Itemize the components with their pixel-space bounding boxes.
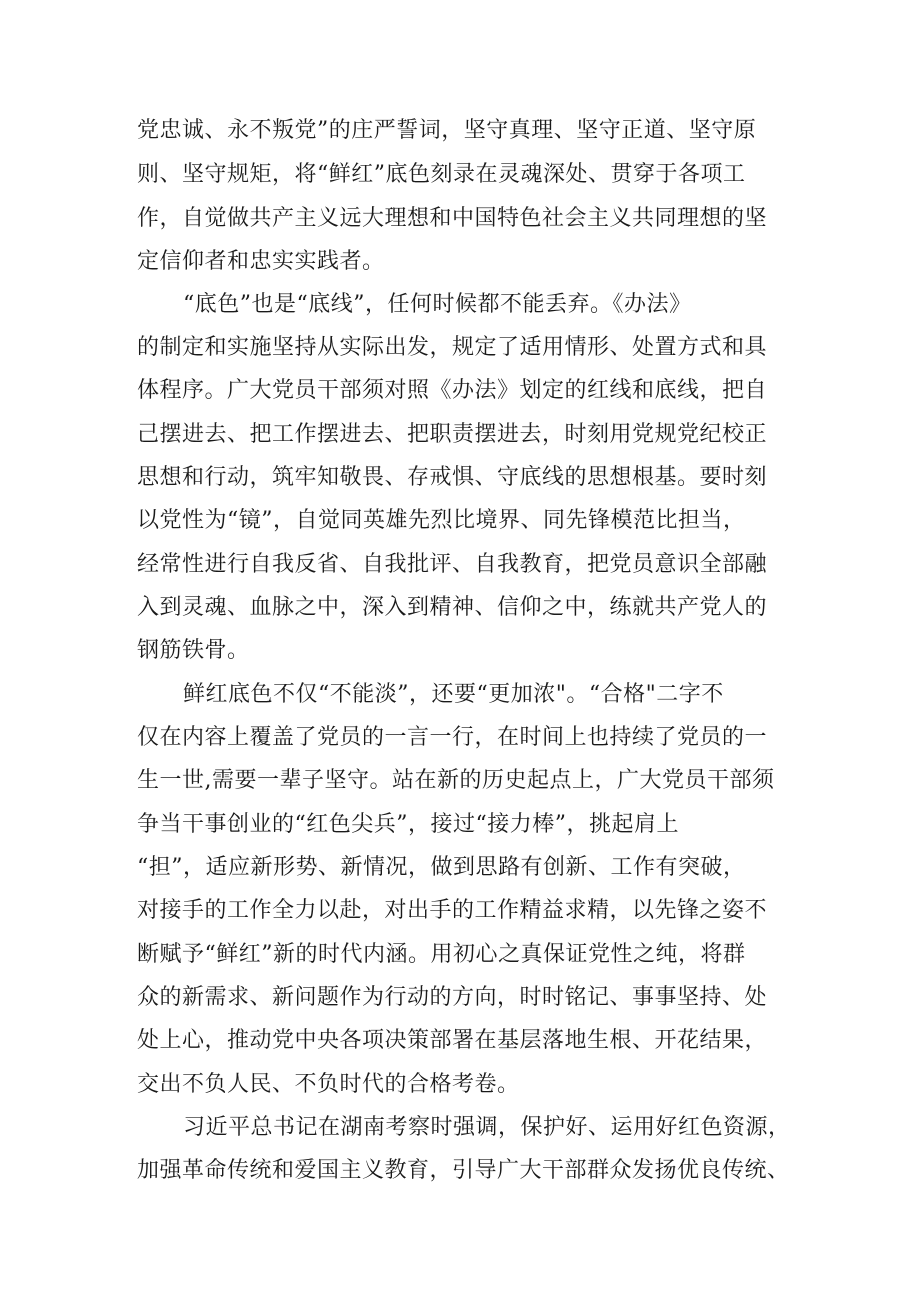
text-line: 交出不负人民、不负时代的合格考卷。 bbox=[137, 1072, 520, 1097]
text-line: “底色”也是“底线”，任何时候都不能丢弃。《办法》 bbox=[183, 292, 692, 317]
text-line: 己摆进去、把工作摆进去、把职责摆进去，时刻用党规党纪校正 bbox=[137, 422, 768, 447]
text-line: 断赋予“鲜红”新的时代内涵。用初心之真保证党性之纯，将群 bbox=[137, 942, 746, 967]
text-line: 以党性为“镜”，自觉同英雄先烈比境界、同先锋模范比担当， bbox=[137, 508, 746, 533]
text-line: 党忠诚、永不叛党”的庄严誓词，坚守真理、坚守正道、坚守原 bbox=[137, 118, 757, 143]
text-line: 作，自觉做共产主义远大理想和中国特色社会主义共同理想的坚 bbox=[137, 206, 768, 231]
text-line: 众的新需求、新问题作为行动的方向，时时铭记、事事坚持、处 bbox=[137, 985, 768, 1010]
text-line: 习近平总书记在湖南考察时强调，保护好、运用好红色资源， bbox=[183, 1115, 791, 1140]
text-line: 定信仰者和忠实实践者。 bbox=[137, 249, 385, 274]
text-line: “担”，适应新形势、新情况，做到思路有创新、工作有突破， bbox=[137, 855, 746, 880]
text-line: 则、坚守规矩，将“鲜红”底色刻录在灵魂深处、贯穿于各项工 bbox=[137, 162, 746, 187]
text-line: 争当干事创业的“红色尖兵”，接过“接力棒”，挑起肩上 bbox=[137, 812, 679, 837]
text-line: 入到灵魂、血脉之中，深入到精神、信仰之中，练就共产党人的 bbox=[137, 595, 768, 620]
text-line: 鲜红底色不仅“不能淡”，还要“更加浓"。“合格"二字不 bbox=[183, 682, 724, 707]
text-line: 钢筋铁骨。 bbox=[137, 638, 250, 663]
text-line: 的制定和实施坚持从实际出发，规定了适用情形、处置方式和具 bbox=[137, 335, 768, 360]
text-line: 对接手的工作全力以赴，对出手的工作精益求精，以先锋之姿不 bbox=[137, 898, 768, 923]
text-line: 经常性进行自我反省、自我批评、自我教育，把党员意识全部融 bbox=[137, 552, 768, 577]
text-line: 生一世,需要一辈子坚守。站在新的历史起点上，广大党员干部须 bbox=[137, 768, 775, 793]
text-line: 加强革命传统和爱国主义教育，引导广大干部群众发扬优良传统、 bbox=[137, 1158, 790, 1183]
text-line: 处上心，推动党中央各项决策部署在基层落地生根、开花结果， bbox=[137, 1028, 768, 1053]
text-line: 仅在内容上覆盖了党员的一言一行，在时间上也持续了党员的一 bbox=[137, 725, 768, 750]
text-line: 体程序。广大党员干部须对照《办法》划定的红线和底线，把自 bbox=[137, 378, 768, 403]
text-line: 思想和行动，筑牢知敬畏、存戒惧、守底线的思想根基。要时刻 bbox=[137, 465, 768, 490]
